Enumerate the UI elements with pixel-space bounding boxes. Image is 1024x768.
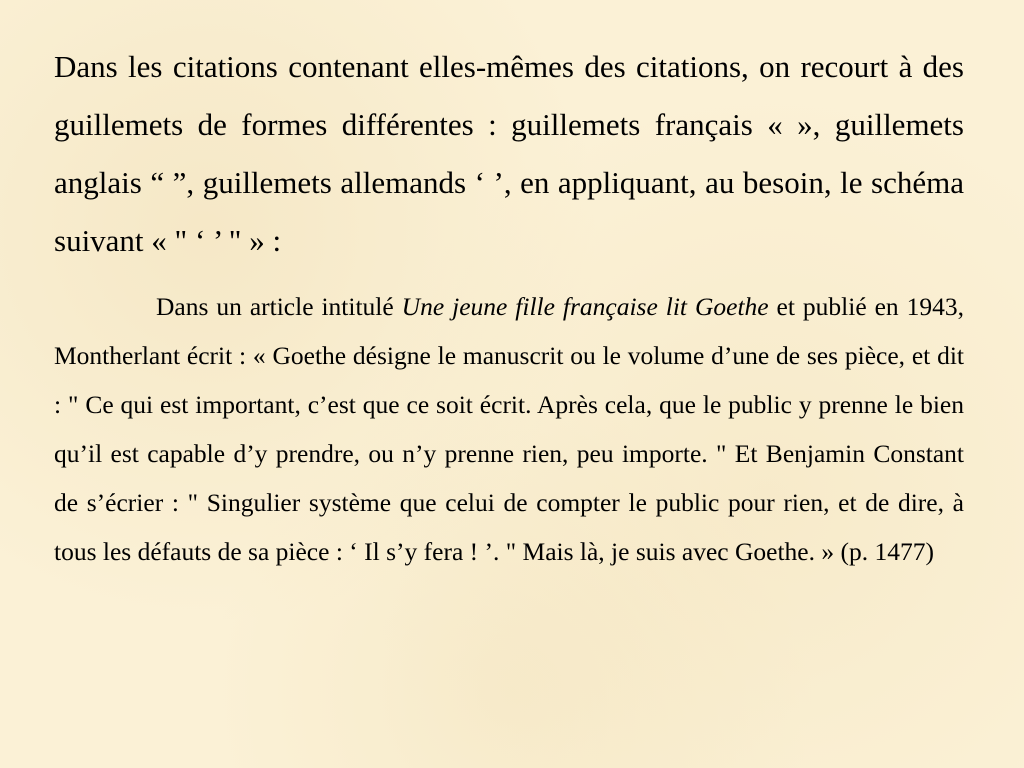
example-paragraph <box>54 282 964 576</box>
article-title: Une jeune fille française lit Goethe <box>401 292 769 321</box>
example-intro-text: Dans un article intitulé <box>156 292 402 321</box>
example-quote-text: et publié en 1943, Montherlant écrit : « Goethe désigne le manuscrit ou le volume d’une de ses pièce, et dit : " Ce qui est important, c’est que ce soit écrit. Après cela, que le public y prenne le bien qu’il est capable d’y prendre, ou n’y prenne rien, peu importe. " Et Benjamin Constant de s’écrier : " Singulier système que celui de compter le public pour rien, et de dire, à tous les défauts de sa pièce : ‘ Il s’y fera ! ’. " Mais là, je suis avec Goethe. » (p. 1477) <box>54 292 964 566</box>
quotation-rule-paragraph: Dans les citations contenant elles-mêmes des citations, on recourt à des guillemets de formes différentes : guillemets français « », guillemets anglais “ ”, guillemets allemands ‘ ’, en appliquant, au besoin, le schéma suivant « " ‘ ’ " » : <box>54 49 964 258</box>
